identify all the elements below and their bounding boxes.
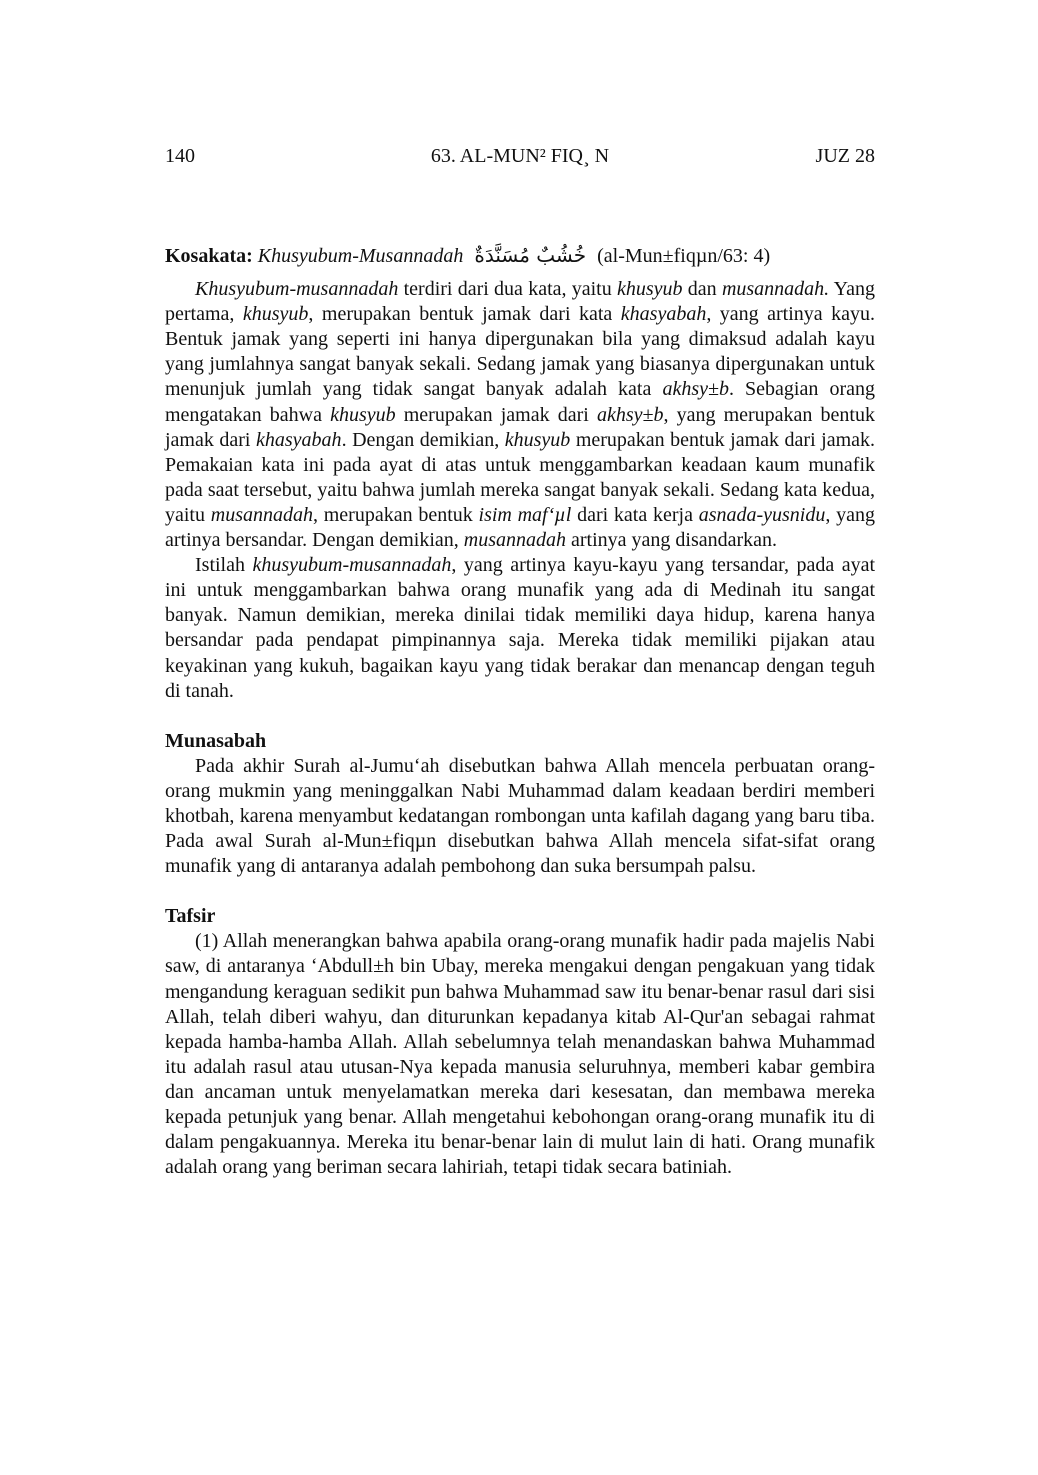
page-body — [165, 243, 875, 1180]
kosakata-paragraph-1 — [165, 277, 875, 553]
term-italic: khusyub — [242, 303, 309, 326]
term-italic: musannadah. — [721, 278, 830, 301]
text-span: , yang artinya kayu. Bentuk jamak yang seperti ini hanya dipergunakan bila yang dimaksud adalah kayu yang jumlahnya sangat banyak sekali. Sedang jamak yang biasanya dipergunakan untuk menunjuk jumlah yang tidak sangat banyak adalah kata — [165, 303, 876, 401]
term-italic: khasyabah — [620, 303, 707, 326]
kosakata-paragraph-2 — [165, 553, 875, 704]
text-span: merupakan jamak dari — [395, 403, 597, 426]
text-span: dari kata kerja — [571, 503, 699, 526]
section-gap — [165, 879, 875, 904]
munasabah-paragraph: Pada akhir Surah al-Jumu‘ah disebutkan bahwa Allah mencela perbuatan orang-orang mukmin yang meninggalkan Nabi Muhammad dalam keadaan berdiri memberi khotbah, karena menyambut kedatangan rombongan unta kafilah dagang yang baru tiba. Pada awal Surah al-Mun±fiqµn disebutkan bahwa Allah mencela sifat-sifat orang munafik yang di antaranya adalah pembohong dan suka bersumpah palsu. — [165, 754, 875, 878]
tafsir-paragraph: (1) Allah menerangkan bahwa apabila orang-orang munafik hadir pada majelis Nabi saw, di antaranya ‘Abdull±h bin Ubay, mereka mengakui dengan pengakuan yang tidak mengandung keraguan sedikit pun bahwa Muhammad saw itu benar-benar rasul dari sisi Allah, telah diberi wahyu, dan diturunkan kepadanya kitab Al-Qur'an sebagai rahmat kepada hamba-hamba Allah. Allah sebelumnya telah menandaskan bahwa Muhammad itu adalah rasul atau utusan-Nya kepada manusia seluruhnya, memberi kabar gembira dan ancaman untuk menyelamatkan mereka dari kesesatan, dan membawa mereka kepada petunjuk yang benar. Allah mengetahui kebohongan orang-orang munafik itu di dalam pengakuannya. Mereka itu benar-benar lain di mulut lain di hati. Orang munafik adalah orang yang beriman secara lahiriah, tetapi tidak secara batiniah. — [165, 930, 875, 1179]
term-italic: khusyub — [617, 278, 683, 301]
term-italic: akhsy±b — [662, 378, 729, 401]
text-span: . Dengan demikian, — [341, 428, 505, 451]
text-span: , yang artinya kayu-kayu yang tersandar, pada ayat ini untuk menggambarkan bahwa orang munafik yang ada di Medinah itu sangat banyak. Namun demikian, mereka dinilai tidak memiliki daya hidup, karena hanya bersandar pada pendapat pimpinannya saja. Mereka tidak memiliki pijakan atau keyakinan yang kukuh, bagaikan kayu yang tidak berakar dan menancap dengan teguh di tanah. — [165, 554, 875, 702]
chapter-title: 63. AL-MUN² FIQ¸ N — [430, 145, 610, 167]
kosakata-heading — [165, 243, 875, 269]
term-italic: akhsy±b — [596, 403, 664, 426]
term-italic: asnada-yusnidu — [698, 503, 826, 526]
term-italic: khusyubum-musannadah — [252, 554, 452, 577]
text-span: . Sebagian orang mengatakan bahwa — [165, 378, 875, 426]
text-span: Yang pertama, — [165, 278, 875, 326]
text-span: , merupakan bentuk — [312, 503, 479, 526]
term-italic: musannadah — [210, 503, 313, 526]
text-span: , yang artinya bersandar. Dengan demikian, — [165, 503, 875, 552]
text-span: , yang merupakan bentuk jamak dari — [165, 403, 875, 451]
tafsir-heading: Tafsir — [165, 905, 216, 928]
text-span: , merupakan bentuk jamak dari kata — [308, 303, 621, 326]
term-italic: khusyub — [330, 403, 396, 426]
juz-label: JUZ 28 — [815, 145, 875, 167]
page-number: 140 — [165, 145, 195, 167]
text-span: merupakan bentuk jamak dari jamak. Pemakaian kata ini pada ayat di atas untuk menggambarkan keadaan kaum munafik pada saat tersebut, yaitu bahwa jumlah mereka sangat banyak sekali. Sedang kata kedua, yaitu — [165, 428, 876, 526]
text-span: terdiri dari dua kata, yaitu — [398, 278, 617, 301]
page-header — [165, 145, 875, 171]
term-italic: Khusyubum-musannadah — [195, 278, 399, 301]
munasabah-heading: Munasabah — [165, 729, 267, 752]
arabic-term: خُشُبٌ مُسَنَّدَةٌ — [474, 243, 587, 267]
text-span: Istilah — [195, 554, 253, 577]
term-italic: musannadah — [463, 529, 567, 552]
text-span: dan — [682, 278, 722, 301]
section-gap — [165, 704, 875, 729]
kosakata-term: Khusyubum-Musannadah — [257, 245, 464, 267]
kosakata-label: Kosakata: — [165, 245, 253, 267]
term-italic: khusyub — [504, 428, 571, 451]
text-span: artinya yang disandarkan. — [566, 529, 778, 552]
term-italic: isim maf‘µl — [478, 503, 572, 526]
verse-reference: (al-Mun±fiqµn/63: 4) — [597, 245, 771, 267]
term-italic: khasyabah — [256, 428, 342, 451]
